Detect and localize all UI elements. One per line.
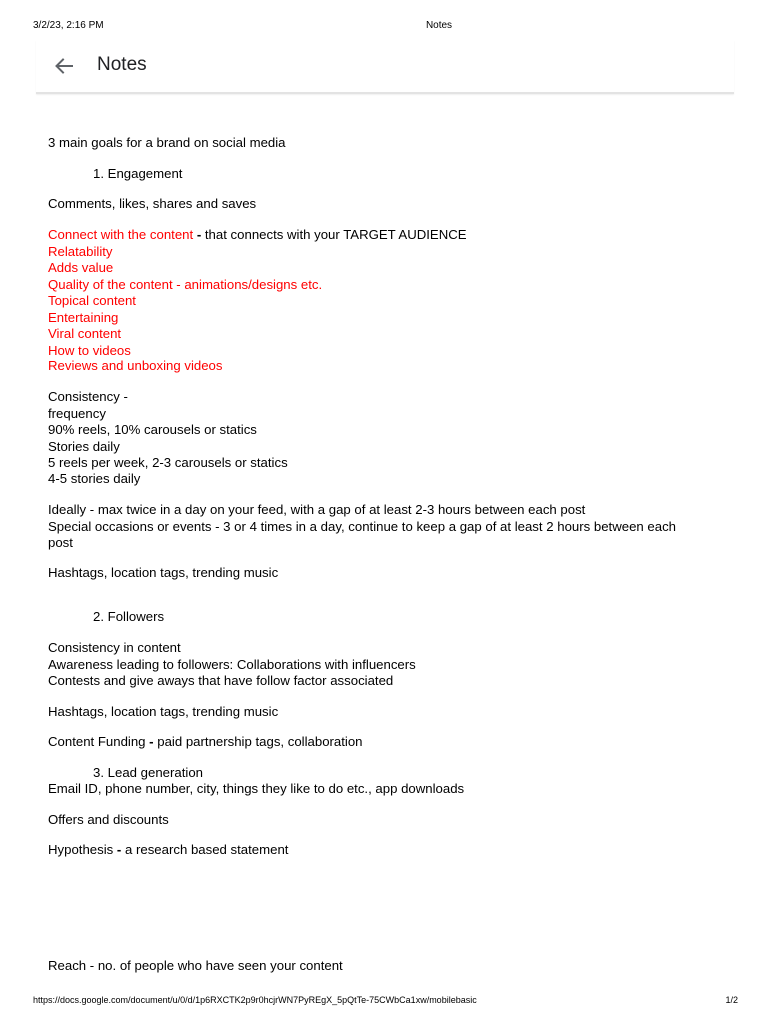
- goal-heading-lead-generation: 3. Lead generation: [93, 765, 203, 780]
- hypothesis-line: [48, 842, 288, 858]
- app-bar: [36, 40, 734, 94]
- list-item: Viral content: [48, 326, 122, 341]
- goal-heading-followers: 2. Followers: [93, 609, 165, 624]
- connect-red-text: Connect with the content: [48, 227, 194, 242]
- hashtags-line-2: Hashtags, location tags, trending music: [48, 703, 279, 719]
- list-item: Adds value: [48, 260, 114, 275]
- page-title: Notes: [97, 54, 147, 75]
- content-funding-text: paid partnership tags, collaboration: [157, 734, 363, 749]
- print-url: https://docs.google.com/document/u/0/d/1p6RXCTK2p9r0hcjrWN7PyREgX_5pQtTe-75CWbCa1xw/mobilebasic: [33, 995, 477, 1005]
- consistency-line: 90% reels, 10% carousels or statics: [48, 422, 257, 437]
- list-item: Reviews and unboxing videos: [48, 358, 223, 373]
- hypothesis-separator: -: [113, 842, 125, 857]
- list-item: How to videos: [48, 342, 131, 358]
- list-item: Entertaining: [48, 309, 119, 325]
- connect-separator: -: [193, 227, 205, 242]
- offers-line: Offers and discounts: [48, 812, 169, 827]
- back-button[interactable]: [50, 52, 78, 80]
- consistency-line: 4-5 stories daily: [48, 471, 141, 486]
- goal-heading-engagement: 1. Engagement: [93, 166, 183, 181]
- print-footer: [0, 993, 768, 1007]
- reach-line: Reach - no. of people who have seen your content: [48, 958, 343, 973]
- engagement-metrics: Comments, likes, shares and saves: [48, 196, 257, 211]
- print-datetime: 3/2/23, 2:16 PM: [33, 20, 104, 31]
- hypothesis-label: Hypothesis: [48, 842, 114, 857]
- content-funding-separator: -: [145, 734, 158, 749]
- connect-black-text: that connects with your TARGET AUDIENCE: [204, 227, 467, 242]
- consistency-line: Consistency -: [48, 389, 128, 404]
- ideally-line: Ideally - max twice in a day on your feed, with a gap of at least 2-3 hours between each post: [48, 502, 586, 517]
- print-header: [0, 19, 768, 33]
- consistency-line: 5 reels per week, 2-3 carousels or statics: [48, 455, 288, 470]
- list-item: Quality of the content - animations/designs etc.: [48, 276, 323, 292]
- consistency-line: Stories daily: [48, 438, 120, 454]
- content-funding-label: Content Funding: [48, 734, 146, 749]
- content-funding-line: [48, 734, 363, 750]
- list-item: Topical content: [48, 293, 136, 308]
- special-occasions-line: Special occasions or events - 3 or 4 times in a day, continue to keep a gap of at least 2 hours between each: [48, 518, 677, 534]
- followers-line: Contests and give aways that have follow factor associated: [48, 672, 394, 688]
- hypothesis-text: a research based statement: [124, 842, 289, 857]
- connect-line: [48, 227, 467, 243]
- list-item: Relatability: [48, 243, 113, 259]
- hashtags-line: Hashtags, location tags, trending music: [48, 565, 279, 580]
- special-occasions-line-cont: post: [48, 534, 73, 550]
- followers-line: Awareness leading to followers: Collaborations with influencers: [48, 656, 416, 672]
- print-doc-title: Notes: [425, 20, 453, 31]
- intro-line: 3 main goals for a brand on social media: [48, 135, 286, 150]
- print-page-number: 1/2: [725, 995, 738, 1005]
- lead-details-line: Email ID, phone number, city, things they like to do etc., app downloads: [48, 781, 465, 796]
- arrow-left-icon: [50, 52, 78, 80]
- followers-line: Consistency in content: [48, 640, 181, 655]
- consistency-line: frequency: [48, 405, 106, 421]
